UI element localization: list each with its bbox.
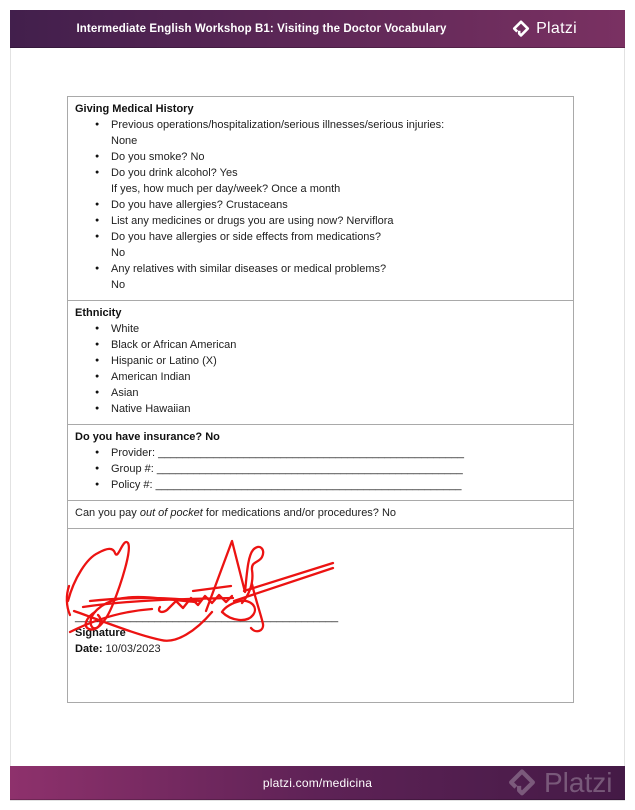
- insurance-provider-label: Provider:: [111, 447, 159, 459]
- footer-bar: [10, 766, 625, 800]
- section-medical-history: [68, 97, 573, 300]
- list-item: ● Do you have allergies? Crustaceans: [75, 197, 563, 213]
- signature-label: Signature: [75, 627, 126, 639]
- platzi-watermark-text: Platzi: [544, 767, 613, 798]
- bullet-icon: [95, 117, 99, 133]
- bullet-icon: [95, 401, 99, 417]
- bullet-icon: [95, 369, 99, 385]
- signature-area: [75, 533, 563, 609]
- bullet-icon: [95, 337, 99, 353]
- bullet-icon: [95, 477, 99, 493]
- section-signature: [68, 528, 573, 702]
- signature-date: Date: 10/03/2023: [75, 643, 161, 655]
- insurance-list: [75, 445, 563, 493]
- insurance-policy-label: Policy #:: [111, 479, 156, 491]
- medical-history-list: [75, 117, 563, 293]
- bullet-icon: [95, 445, 99, 461]
- list-item: ● Previous operations/hospitalization/serious illnesses/serious injuries: None: [75, 117, 563, 149]
- bullet-icon: [95, 197, 99, 213]
- section-ethnicity: [68, 300, 573, 424]
- list-item: ● Do you have allergies or side effects from medications? No: [75, 229, 563, 261]
- bullet-icon: [95, 165, 99, 181]
- list-item: ● Any relatives with similar diseases or medical problems? No: [75, 261, 563, 293]
- list-item: ● Do you drink alcohol? Yes If yes, how much per day/week? Once a month: [75, 165, 563, 197]
- list-item: ● Native Hawaiian: [75, 401, 563, 417]
- bullet-icon: [95, 353, 99, 369]
- ethnicity-list: [75, 321, 563, 417]
- signature-blank-line: ___________________________________________: [75, 611, 339, 623]
- insurance-heading: Do you have insurance? No: [75, 431, 220, 443]
- list-item: [75, 477, 563, 493]
- medical-form: [67, 96, 574, 703]
- header-bar: [10, 10, 625, 48]
- medical-history-heading: Giving Medical History: [75, 103, 194, 115]
- list-item: ● Hispanic or Latino (X): [75, 353, 563, 369]
- bullet-icon: [95, 261, 99, 277]
- list-item: ● Black or African American: [75, 337, 563, 353]
- out-of-pocket-question: Can you pay out of pocket for medications and/or procedures? No: [75, 507, 397, 519]
- list-item: ● List any medicines or drugs you are using now? Nerviflora: [75, 213, 563, 229]
- list-item: ● Asian: [75, 385, 563, 401]
- list-item: ● American Indian: [75, 369, 563, 385]
- bullet-icon: [95, 229, 99, 245]
- section-insurance: [68, 424, 573, 500]
- platzi-diamond-icon: [511, 18, 531, 40]
- insurance-group-label: Group #:: [111, 463, 157, 475]
- platzi-logo: [511, 10, 577, 47]
- bullet-icon: [95, 321, 99, 337]
- list-item: ● White: [75, 321, 563, 337]
- page-title: Intermediate English Workshop B1: Visiting the Doctor Vocabulary: [76, 22, 447, 35]
- list-item: [75, 445, 563, 461]
- section-out-of-pocket: [68, 500, 573, 528]
- list-item: [75, 461, 563, 477]
- insurance-group-blank: __________________________________________________: [156, 463, 463, 475]
- platzi-wordmark: Platzi: [536, 19, 577, 37]
- insurance-policy-blank: __________________________________________________: [155, 479, 462, 491]
- ethnicity-heading: Ethnicity: [75, 307, 122, 319]
- bullet-icon: [95, 385, 99, 401]
- insurance-provider-blank: __________________________________________________: [158, 447, 464, 459]
- bullet-icon: [95, 213, 99, 229]
- bullet-icon: [95, 149, 99, 165]
- footer-url: platzi.com/medicina: [262, 775, 373, 790]
- bullet-icon: [95, 461, 99, 477]
- list-item: ● Do you smoke? No: [75, 149, 563, 165]
